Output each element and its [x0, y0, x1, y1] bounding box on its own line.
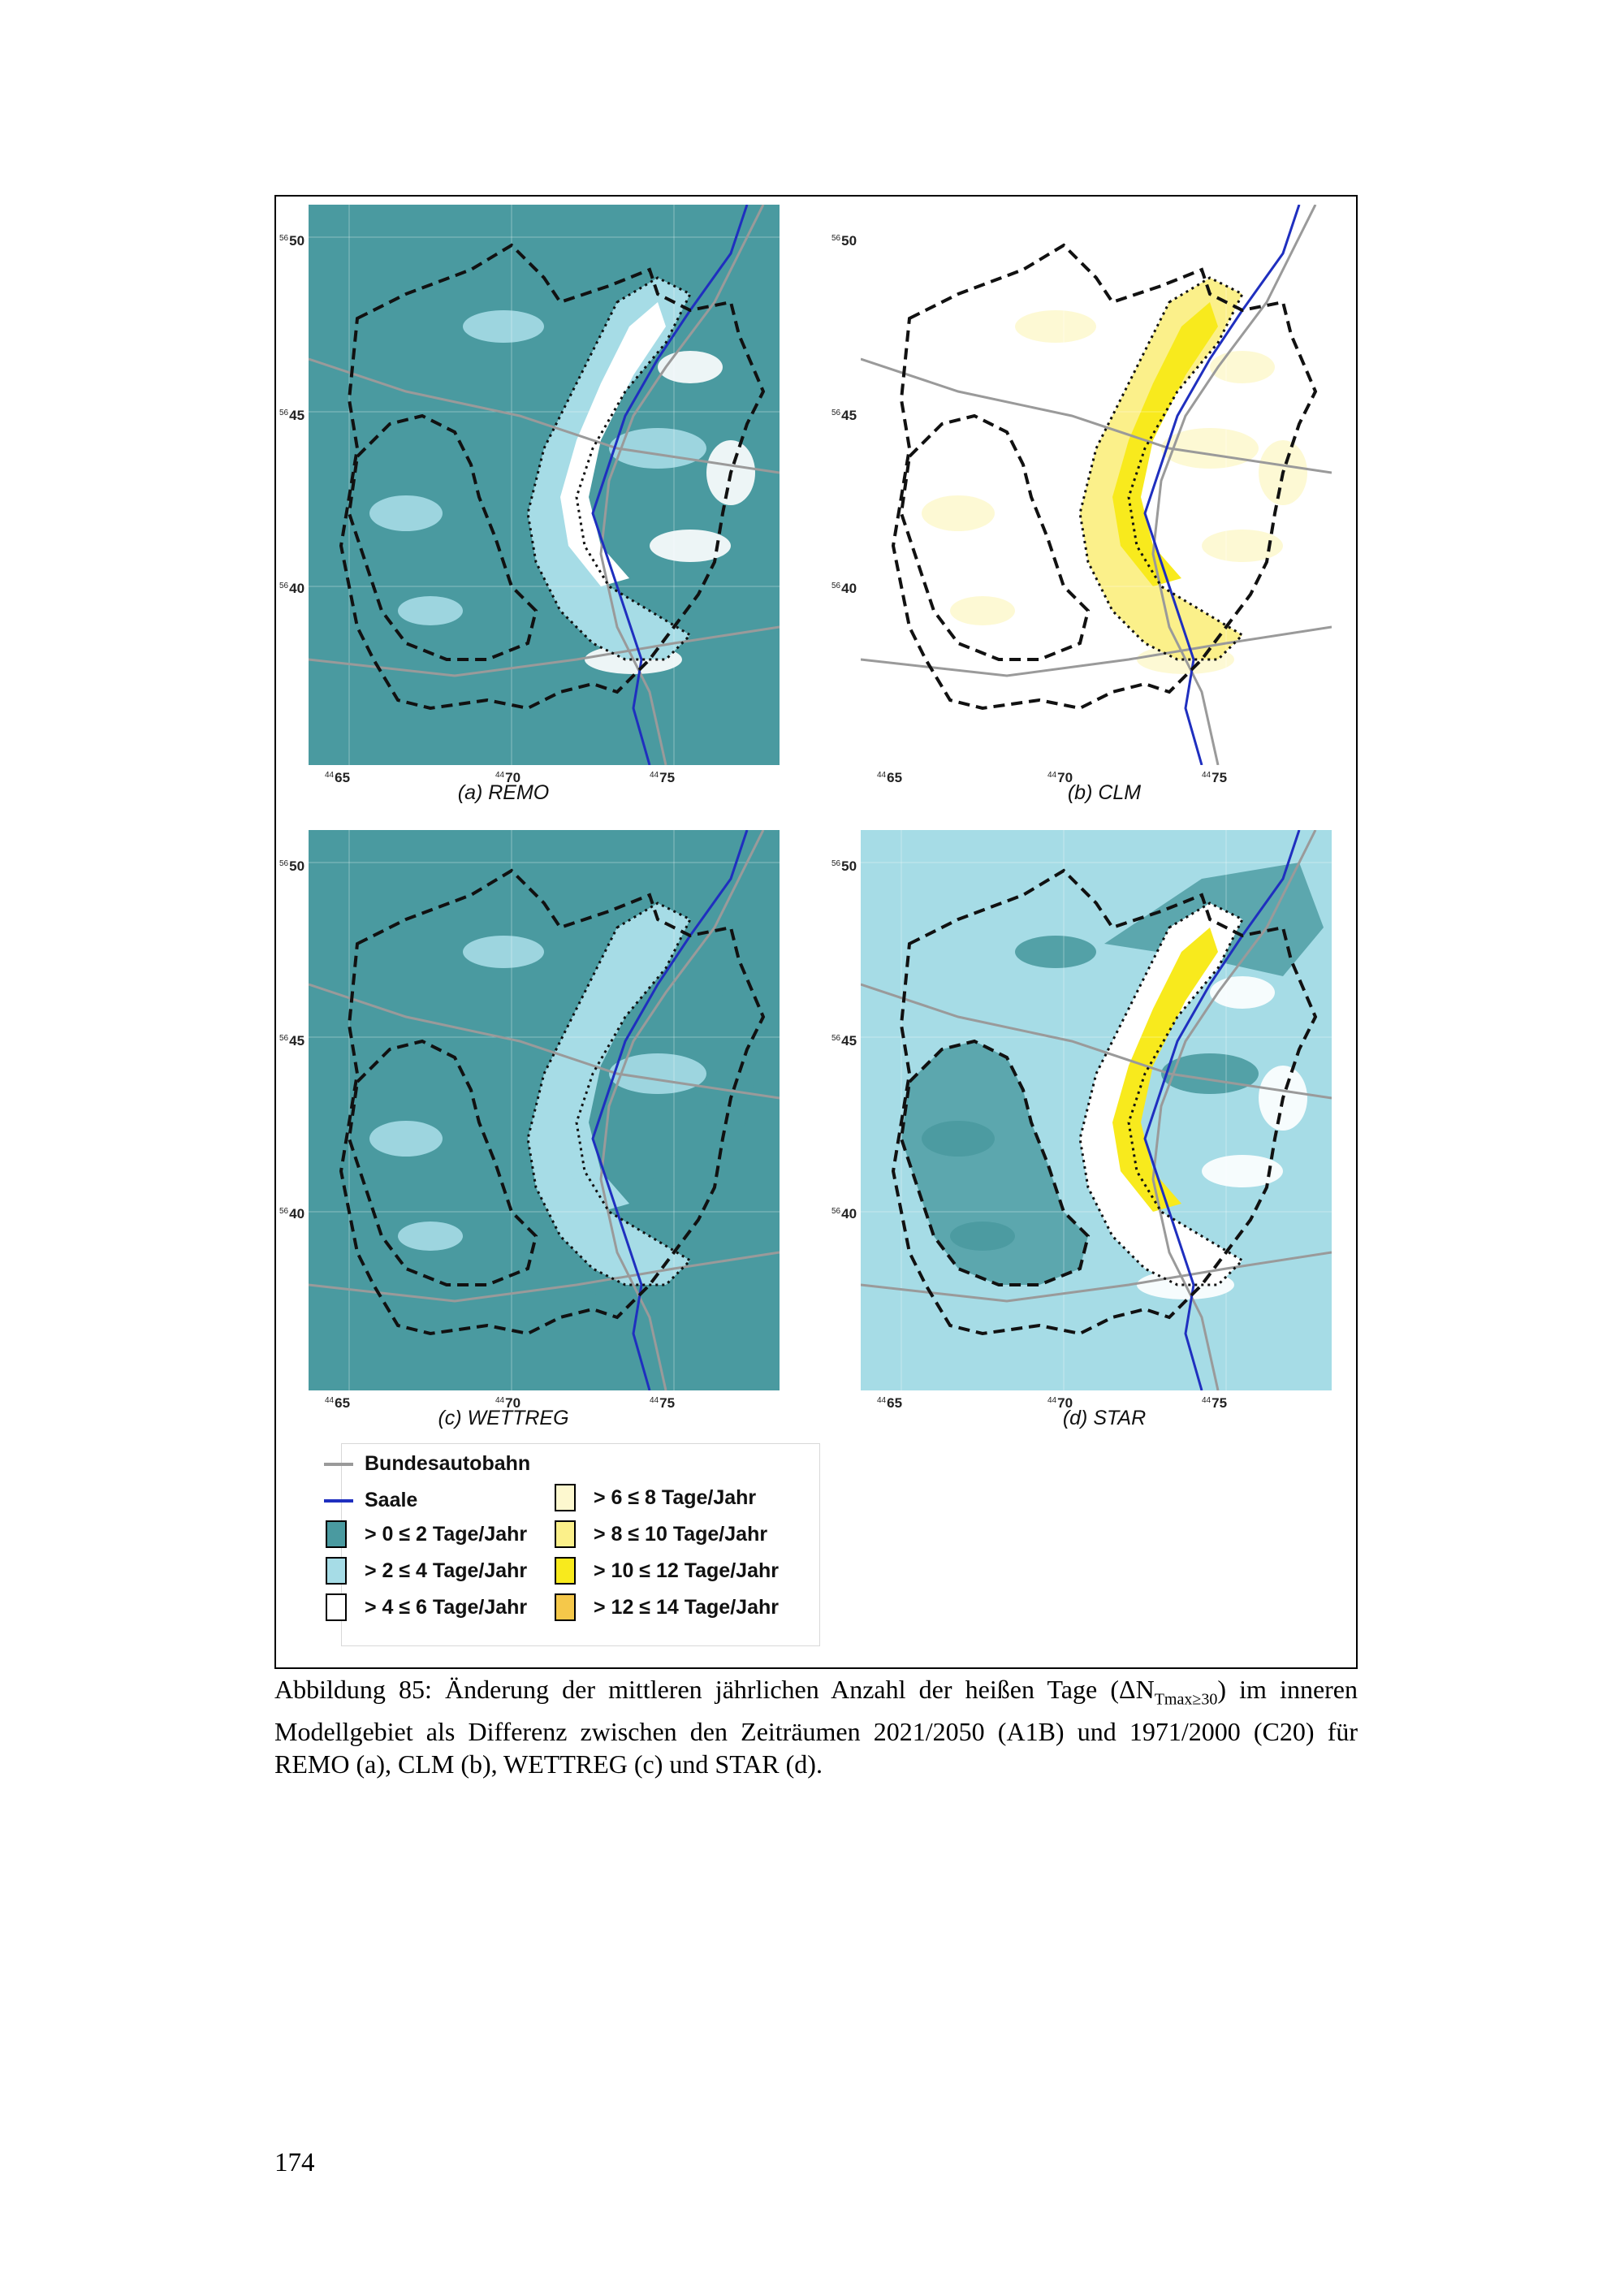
- map-svg-wettreg: [309, 830, 780, 1390]
- x-tick-4465: $^{44}$65: [877, 770, 903, 785]
- x-tick-4465: $^{44}$65: [877, 1395, 903, 1411]
- map-svg-star: [861, 830, 1332, 1390]
- motorway-line-symbol: [324, 1463, 353, 1466]
- legend-label: > 4 ≤ 6 Tage/Jahr: [365, 1595, 528, 1619]
- map-area-wettreg: [309, 830, 780, 1390]
- x-tick-4475: $^{44}$75: [650, 1395, 676, 1411]
- map-legend: [341, 1443, 820, 1646]
- legend-item-motorway: [324, 1452, 530, 1476]
- river-line-symbol: [324, 1499, 353, 1503]
- y-tick-5645: $^{56}$45: [279, 1033, 305, 1049]
- y-tick-5645: $^{56}$45: [831, 1033, 857, 1049]
- legend-item-class-7: [555, 1593, 779, 1621]
- caption-subscript: Tmax≥30: [1154, 1690, 1218, 1709]
- page-number: 174: [274, 2148, 315, 2177]
- legend-label-river: Saale: [365, 1489, 418, 1511]
- y-tick-5650: $^{56}$50: [831, 233, 857, 249]
- map-svg-remo: [309, 205, 780, 765]
- x-tick-4470: $^{44}$70: [495, 1395, 521, 1411]
- map-panel-star: [828, 822, 1348, 1429]
- legend-swatch: [555, 1557, 576, 1585]
- legend-item-class-3: [326, 1593, 527, 1621]
- map-zone-patch: [950, 1222, 1015, 1251]
- map-zone-patch: [950, 596, 1015, 625]
- x-tick-4470: $^{44}$70: [1047, 1395, 1073, 1411]
- y-tick-5640: $^{56}$40: [279, 581, 305, 596]
- map-zone-patch: [463, 310, 544, 343]
- legend-item-class-5: [555, 1520, 767, 1548]
- panel-title-star: (d) STAR: [1062, 1407, 1147, 1429]
- y-tick-5650: $^{56}$50: [279, 233, 305, 249]
- map-zone-patch: [369, 1121, 443, 1157]
- caption-suffix: ) im inneren Modellgebiet als Differenz zwischen den Zeiträumen 2021/2050 (A1B) und 1971/2000 (C20) für REMO (a), CLM (b), WETTREG (c) und STAR (d).: [274, 1675, 1358, 1779]
- map-zone-patch: [658, 976, 723, 1009]
- legend-item-class-6: [555, 1557, 779, 1585]
- y-tick-5650: $^{56}$50: [279, 858, 305, 874]
- map-area-remo: [309, 205, 780, 765]
- legend-item-class-1: [326, 1520, 527, 1548]
- legend-swatch: [326, 1520, 347, 1548]
- x-tick-4475: $^{44}$75: [1202, 1395, 1228, 1411]
- legend-label: > 0 ≤ 2 Tage/Jahr: [365, 1522, 528, 1546]
- legend-item-class-2: [326, 1557, 527, 1585]
- map-area-clm: [861, 205, 1332, 765]
- map-zone-patch: [398, 1222, 463, 1251]
- map-panel-wettreg: [276, 822, 796, 1429]
- x-tick-4475: $^{44}$75: [650, 770, 676, 785]
- map-zone-patch: [922, 1121, 995, 1157]
- y-tick-5650: $^{56}$50: [831, 858, 857, 874]
- legend-label: > 2 ≤ 4 Tage/Jahr: [365, 1559, 528, 1582]
- legend-label: > 8 ≤ 10 Tage/Jahr: [594, 1522, 768, 1546]
- map-zone-patch: [658, 351, 723, 383]
- map-zone-patch: [922, 495, 995, 531]
- legend-label-motorway: Bundesautobahn: [365, 1452, 531, 1475]
- map-zone-patch: [1210, 976, 1275, 1009]
- legend-label: > 12 ≤ 14 Tage/Jahr: [594, 1595, 779, 1619]
- map-zone-patch: [1210, 351, 1275, 383]
- legend-swatch: [555, 1520, 576, 1548]
- x-tick-4465: $^{44}$65: [325, 1395, 351, 1411]
- map-zone-patch: [398, 596, 463, 625]
- legend-label: > 10 ≤ 12 Tage/Jahr: [594, 1559, 779, 1582]
- x-tick-4470: $^{44}$70: [495, 770, 521, 785]
- figure-frame: [274, 195, 1358, 1669]
- figure-caption: [274, 1673, 1358, 1780]
- x-tick-4465: $^{44}$65: [325, 770, 351, 785]
- map-zone-patch: [1015, 310, 1096, 343]
- y-tick-5645: $^{56}$45: [831, 408, 857, 423]
- y-tick-5640: $^{56}$40: [831, 1206, 857, 1222]
- y-tick-5640: $^{56}$40: [831, 581, 857, 596]
- legend-label: > 6 ≤ 8 Tage/Jahr: [594, 1485, 757, 1509]
- map-panel-clm: [828, 197, 1348, 804]
- panel-title-clm: (b) CLM: [1067, 781, 1142, 804]
- legend-swatch: [326, 1557, 347, 1585]
- map-svg-clm: [861, 205, 1332, 765]
- map-zone-patch: [463, 936, 544, 968]
- map-zone-patch: [369, 495, 443, 531]
- caption-prefix: Abbildung 85: Änderung der mittleren jährlichen Anzahl der heißen Tage (ΔN: [274, 1675, 1155, 1704]
- legend-swatch: [326, 1593, 347, 1621]
- legend-swatch: [555, 1484, 576, 1511]
- map-zone-patch: [1015, 936, 1096, 968]
- y-tick-5645: $^{56}$45: [279, 408, 305, 423]
- x-tick-4475: $^{44}$75: [1202, 770, 1228, 785]
- legend-swatch: [555, 1593, 576, 1621]
- y-tick-5640: $^{56}$40: [279, 1206, 305, 1222]
- x-tick-4470: $^{44}$70: [1047, 770, 1073, 785]
- map-panel-remo: [276, 197, 796, 804]
- panel-title-wettreg: (c) WETTREG: [438, 1407, 569, 1429]
- legend-item-class-4: [555, 1484, 756, 1511]
- map-area-star: [861, 830, 1332, 1390]
- legend-item-river: [324, 1489, 417, 1512]
- panel-title-remo: (a) REMO: [457, 781, 550, 804]
